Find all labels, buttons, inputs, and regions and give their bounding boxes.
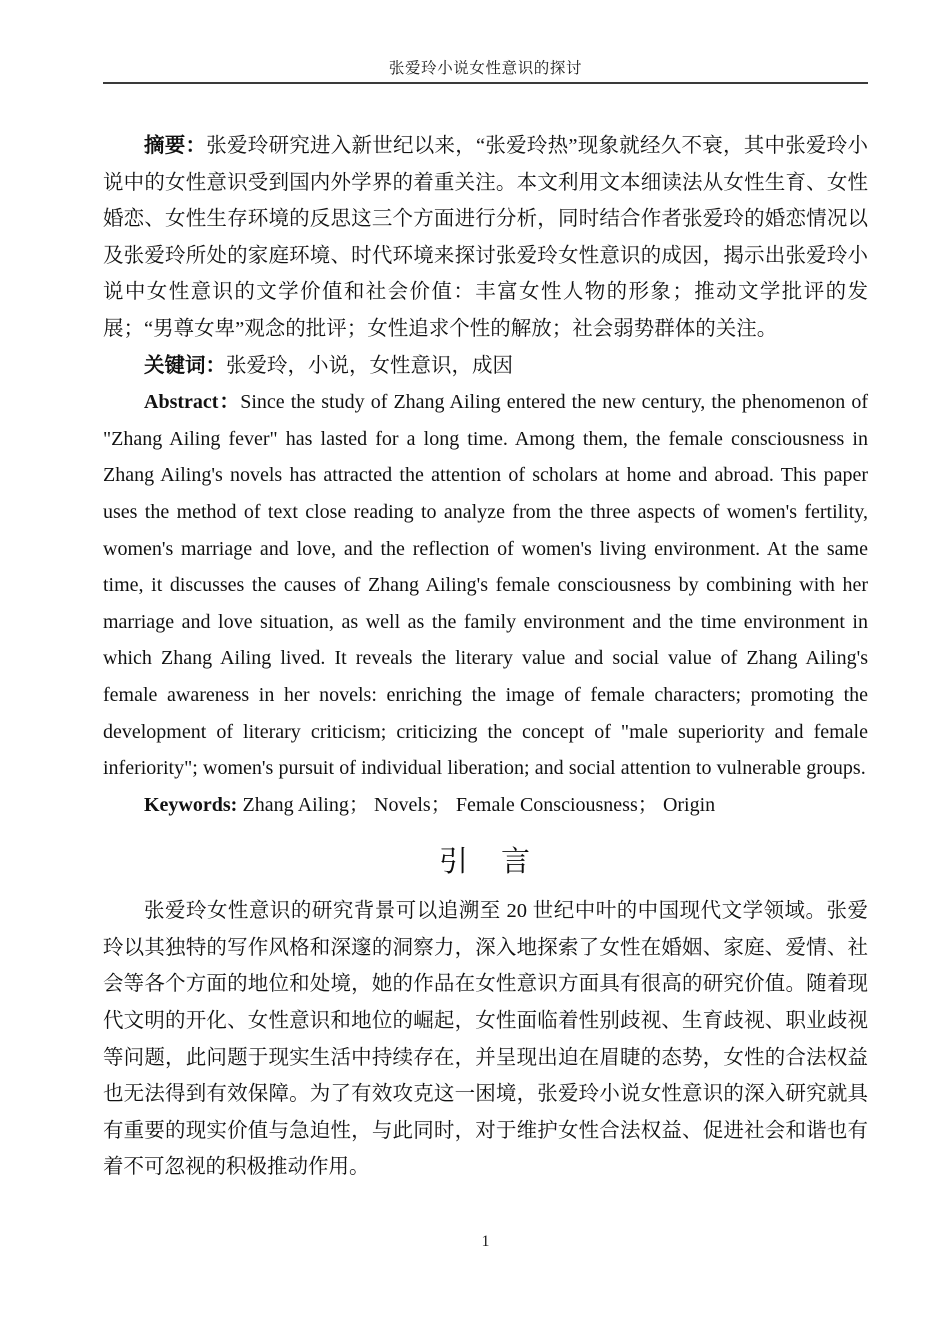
header-divider	[103, 82, 868, 84]
english-abstract-text: Since the study of Zhang Ailing entered the new century, the phenomenon of "Zhang Ailing fever" has lasted for a long time. Among them, the female consciousness in Zhang Ailing's novels has attracted the attention of scholars at home and abroad. This paper uses the method of text close reading to analyze from the three aspects of women's fertility, women's marriage and love, and the reflection of women's living environment. At the same time, it discusses the causes of Zhang Ailing's female consciousness by combining with her marriage and love situation, as well as the family environment and the time environment in which Zhang Ailing lived. It reveals the literary value and social value of Zhang Ailing's female awareness in her novels: enriching the image of female characters; promoting the development of literary criticism; criticizing the concept of "male superiority and female inferiority"; women's pursuit of individual liberation; and social attention to vulnerable groups.	[103, 391, 868, 780]
introduction-paragraph: 张爱玲女性意识的研究背景可以追溯至 20 世纪中叶的中国现代文学领域。张爱玲以其独特的写作风格和深邃的洞察力，深入地探索了女性在婚姻、家庭、爱情、社会等各个方面的地位和处境，她的作品在女性意识方面具有很高的研究价值。随着现代文明的开化、女性意识和地位的崛起，女性面临着性别歧视、生育歧视、职业歧视等问题，此问题于现实生活中持续存在，并呈现出迫在眉睫的态势，女性的合法权益也无法得到有效保障。为了有效攻克这一困境，张爱玲小说女性意识的深入研究就具有重要的现实价值与急迫性，与此同时，对于维护女性合法权益、促进社会和谐也有着不可忽视的积极推动作用。	[103, 900, 868, 1179]
spacer-before-heading	[103, 823, 868, 835]
english-keywords-paragraph	[103, 787, 868, 824]
section-heading-introduction: 引 言	[438, 844, 532, 879]
chinese-keywords-label: 关键词：	[144, 354, 226, 377]
chinese-abstract-paragraph	[103, 128, 868, 348]
chinese-abstract-label: 摘要：	[144, 135, 207, 157]
document-body	[103, 128, 868, 1186]
english-abstract-paragraph	[103, 384, 868, 787]
english-keywords-text: Zhang Ailing； Novels； Female Consciousness； Origin	[237, 793, 716, 816]
chinese-abstract-text: 张爱玲研究进入新世纪以来，“张爱玲热”现象就经久不衰，其中张爱玲小说中的女性意识受到国内外学界的着重关注。本文利用文本细读法从女性生育、女性婚恋、女性生存环境的反思这三个方面进行分析，同时结合作者张爱玲的婚恋情况以及张爱玲所处的家庭环境、时代环境来探讨张爱玲女性意识的成因，揭示出张爱玲小说中女性意识的文学价值和社会价值：丰富女性人物的形象；推动文学批评的发展；“男尊女卑”观念的批评；女性追求个性的解放；社会弱势群体的关注。	[103, 135, 869, 340]
chinese-keywords-text: 张爱玲，小说，女性意识，成因	[226, 354, 513, 377]
english-abstract-label: Abstract：	[144, 391, 241, 414]
english-keywords-label: Keywords:	[144, 793, 238, 816]
running-header-title: 张爱玲小说女性意识的探讨	[388, 60, 583, 77]
running-header	[103, 58, 868, 92]
page-number: 1	[481, 1233, 490, 1250]
page-footer	[103, 1232, 868, 1252]
chinese-keywords-paragraph	[103, 348, 868, 385]
